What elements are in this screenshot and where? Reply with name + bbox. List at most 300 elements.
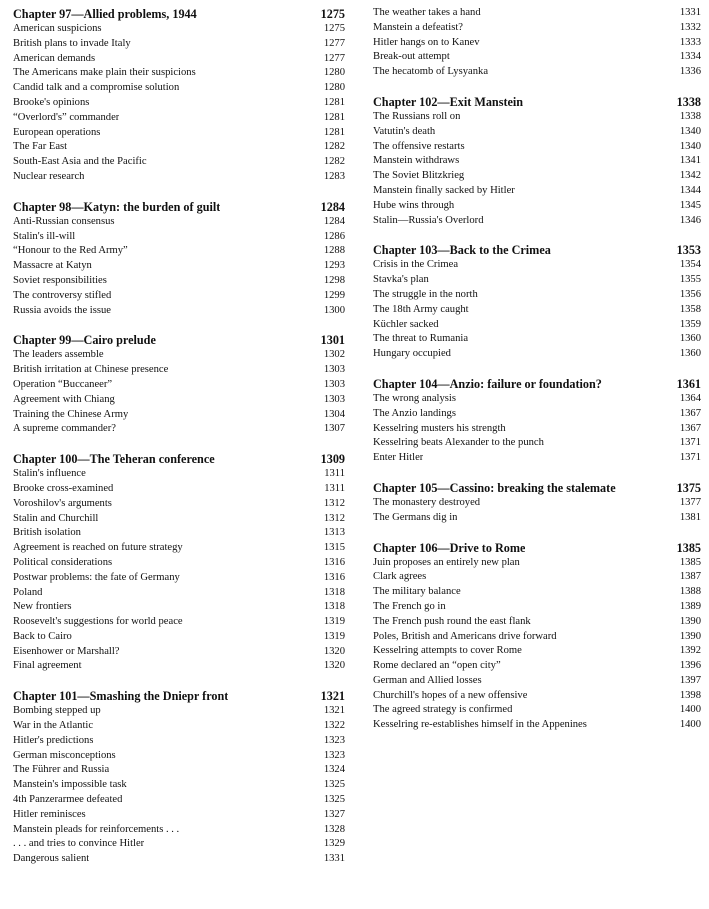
toc-entry: [373, 615, 701, 630]
entry-title: Kesselring musters his strength: [373, 422, 506, 434]
toc-entry: [13, 704, 345, 719]
entry-title: The wrong analysis: [373, 392, 456, 404]
entry-page: 1340: [679, 125, 701, 137]
toc-entry: [13, 630, 345, 645]
toc-entry: [373, 50, 701, 65]
entry-title: Agreement with Chiang: [13, 393, 115, 405]
entry-title: Küchler sacked: [373, 318, 439, 330]
toc-entry: [373, 110, 701, 125]
entry-page: 1336: [679, 66, 701, 78]
entry-page: 1396: [679, 660, 701, 672]
entry-page: 1298: [323, 274, 345, 286]
chapter-section: [373, 6, 701, 80]
toc-entry: [13, 482, 345, 497]
entry-page: 1313: [323, 527, 345, 539]
entry-title: Vatutin's death: [373, 125, 436, 137]
entry-page: 1303: [323, 378, 345, 390]
chapter-section: [13, 332, 345, 437]
entry-title: Stalin's influence: [13, 468, 86, 480]
entry-title: Final agreement: [13, 660, 82, 672]
toc-entry: [13, 408, 345, 423]
entry-title: Operation “Buccaneer”: [13, 378, 113, 390]
toc-entry: [373, 407, 701, 422]
entry-title: Dangerous salient: [13, 853, 90, 865]
toc-entry: [373, 184, 701, 199]
toc-entry: [373, 273, 701, 288]
toc-entry: [373, 511, 701, 526]
entry-page: 1280: [323, 67, 345, 79]
chapter-title: Chapter 100—The Teheran conference: [13, 452, 215, 467]
entry-page: 1277: [323, 52, 345, 64]
toc-entry: [13, 289, 345, 304]
entry-title: “Honour to the Red Army”: [13, 245, 128, 257]
entry-page: 1282: [323, 156, 345, 168]
toc-entry: [13, 244, 345, 259]
entry-page: 1312: [323, 512, 345, 524]
entry-page: 1318: [323, 586, 345, 598]
chapter-heading: [373, 480, 701, 496]
toc-entry: [13, 363, 345, 378]
toc-entry: [13, 170, 345, 185]
chapter-gap: [373, 466, 701, 480]
toc-entry: [373, 496, 701, 511]
entry-page: 1300: [323, 304, 345, 316]
entry-page: 1346: [679, 214, 701, 226]
entry-page: 1345: [679, 199, 701, 211]
toc-entry: [13, 467, 345, 482]
entry-title: The French go in: [373, 600, 446, 612]
entry-title: Hitler hangs on to Kanev: [373, 36, 480, 48]
chapter-gap: [13, 674, 345, 688]
entry-title: The leaders assemble: [13, 349, 104, 361]
entry-title: . . . and tries to convince Hitler: [13, 838, 145, 850]
entry-page: 1320: [323, 660, 345, 672]
toc-entry: [13, 22, 345, 37]
toc-entry: [373, 214, 701, 229]
entry-title: The French push round the east flank: [373, 615, 531, 627]
entry-title: Stavka's plan: [373, 274, 429, 286]
toc-entry: [13, 645, 345, 660]
entry-title: Poles, British and Americans drive forward: [373, 630, 557, 642]
entry-title: Manstein pleads for reinforcements . . .: [13, 823, 180, 835]
toc-entry: [13, 52, 345, 67]
toc-entry: [13, 126, 345, 141]
entry-page: 1316: [323, 556, 345, 568]
entry-title: Eisenhower or Marshall?: [13, 645, 120, 657]
entry-page: 1329: [323, 838, 345, 850]
entry-title: The monastery destroyed: [373, 496, 481, 508]
entry-title: Break-out attempt: [373, 51, 450, 63]
entry-title: Kesselring re-establishes himself in the Appenines: [373, 719, 587, 731]
entry-page: 1316: [323, 571, 345, 583]
toc-entry: [13, 586, 345, 601]
entry-page: 1367: [679, 422, 701, 434]
entry-page: 1342: [679, 170, 701, 182]
entry-title: The agreed strategy is confirmed: [373, 704, 513, 716]
entry-page: 1358: [679, 303, 701, 315]
chapter-section: [373, 94, 701, 228]
entry-page: 1319: [323, 616, 345, 628]
chapter-page: 1321: [320, 689, 345, 704]
entry-title: British isolation: [13, 527, 81, 539]
chapter-gap: [13, 437, 345, 451]
entry-title: Brooke cross-examined: [13, 482, 114, 494]
entry-title: Rome declared an “open city”: [373, 660, 501, 672]
toc-entry: [373, 659, 701, 674]
entry-page: 1390: [679, 630, 701, 642]
entry-page: 1392: [679, 645, 701, 657]
entry-page: 1303: [323, 393, 345, 405]
entry-page: 1397: [679, 674, 701, 686]
toc-entry: [13, 230, 345, 245]
entry-title: Manstein withdraws: [373, 155, 460, 167]
entry-page: 1331: [679, 7, 701, 18]
chapter-title: Chapter 105—Cassino: breaking the stalemate: [373, 480, 616, 495]
entry-page: 1331: [323, 853, 345, 865]
entry-page: 1344: [679, 184, 701, 196]
entry-title: The 18th Army caught: [373, 303, 469, 315]
chapter-section: [373, 540, 701, 734]
entry-title: Massacre at Katyn: [13, 260, 92, 272]
chapter-page: 1301: [320, 333, 345, 348]
chapter-section: [13, 199, 345, 319]
entry-title: The Germans dig in: [373, 511, 458, 523]
entry-title: Manstein's impossible task: [13, 779, 127, 791]
chapter-page: 1275: [320, 7, 345, 21]
entry-title: Brooke's opinions: [13, 96, 90, 108]
entry-title: British irritation at Chinese presence: [13, 364, 169, 376]
entry-page: 1385: [679, 556, 701, 568]
toc-entry: [373, 644, 701, 659]
entry-page: 1390: [679, 615, 701, 627]
toc-entry: [13, 793, 345, 808]
chapter-title: Chapter 106—Drive to Rome: [373, 540, 526, 555]
toc-entry: [13, 497, 345, 512]
toc-entry: [373, 556, 701, 571]
chapter-heading: [13, 451, 345, 467]
entry-page: 1334: [679, 51, 701, 63]
entry-page: 1367: [679, 407, 701, 419]
entry-title: Bombing stepped up: [13, 705, 101, 717]
chapter-section: [373, 376, 701, 466]
toc-entry: [13, 304, 345, 319]
chapter-section: [13, 688, 345, 867]
entry-title: Training the Chinese Army: [13, 408, 129, 420]
toc-entry: [13, 215, 345, 230]
entry-title: The Far East: [13, 141, 68, 153]
entry-page: 1356: [679, 288, 701, 300]
entry-title: Manstein a defeatist?: [373, 21, 464, 33]
entry-page: 1323: [323, 749, 345, 761]
chapter-gap: [13, 318, 345, 332]
toc-entry: [13, 541, 345, 556]
toc-entry: [373, 65, 701, 80]
entry-page: 1388: [679, 586, 701, 598]
entry-title: Back to Cairo: [13, 630, 72, 642]
entry-title: A supreme commander?: [13, 423, 116, 435]
chapter-page: 1353: [676, 243, 701, 258]
entry-title: Clark agrees: [373, 571, 427, 583]
toc-entry: [13, 823, 345, 838]
entry-title: The Americans make plain their suspicions: [13, 67, 196, 79]
toc-entry: [13, 571, 345, 586]
toc-entry: [373, 199, 701, 214]
chapter-heading: [373, 242, 701, 258]
toc-entry: [13, 96, 345, 111]
entry-page: 1398: [679, 689, 701, 701]
entry-page: 1302: [323, 349, 345, 361]
entry-title: New frontiers: [13, 601, 72, 613]
entry-title: The weather takes a hand: [373, 7, 481, 18]
chapter-title: Chapter 104—Anzio: failure or foundation?: [373, 376, 602, 391]
entry-page: 1299: [323, 289, 345, 301]
entry-title: Hitler reminisces: [13, 808, 86, 820]
chapter-section: [13, 6, 345, 185]
entry-page: 1360: [679, 348, 701, 360]
toc-entry: [13, 422, 345, 437]
entry-page: 1389: [679, 600, 701, 612]
entry-title: Hitler's predictions: [13, 734, 94, 746]
chapter-heading: [373, 376, 701, 392]
entry-page: 1341: [679, 155, 701, 167]
chapter-page: 1284: [320, 199, 345, 214]
entry-page: 1381: [679, 511, 701, 523]
entry-title: Stalin and Churchill: [13, 512, 99, 524]
chapter-section: [373, 242, 701, 362]
entry-page: 1371: [679, 452, 701, 464]
entry-title: South-East Asia and the Pacific: [13, 156, 147, 168]
chapter-title: Chapter 102—Exit Manstein: [373, 94, 524, 109]
toc-entry: [373, 451, 701, 466]
entry-page: 1280: [323, 82, 345, 94]
chapter-title: Chapter 101—Smashing the Dniepr front: [13, 689, 229, 704]
entry-page: 1400: [679, 704, 701, 716]
toc-entry: [373, 689, 701, 704]
entry-page: 1359: [679, 318, 701, 330]
toc-entry: [373, 332, 701, 347]
chapter-gap: [373, 526, 701, 540]
entry-title: British plans to invade Italy: [13, 37, 131, 49]
entry-title: The threat to Rumania: [373, 333, 469, 345]
entry-title: Kesselring beats Alexander to the punch: [373, 437, 544, 449]
entry-title: American suspicions: [13, 23, 102, 34]
entry-page: 1307: [323, 423, 345, 435]
chapter-gap: [13, 185, 345, 199]
toc-entry: [13, 600, 345, 615]
entry-title: The controversy stifled: [13, 289, 112, 301]
entry-title: European operations: [13, 126, 101, 138]
toc-entry: [13, 378, 345, 393]
toc-entry: [373, 303, 701, 318]
entry-title: Voroshilov's arguments: [13, 497, 112, 509]
chapter-page: 1361: [676, 376, 701, 391]
chapter-title: Chapter 98—Katyn: the burden of guilt: [13, 199, 221, 214]
entry-page: 1311: [324, 468, 345, 480]
toc-entry: [373, 392, 701, 407]
toc-entry: [13, 37, 345, 52]
toc-entry: [373, 436, 701, 451]
toc-entry: [13, 111, 345, 126]
chapter-heading: [373, 540, 701, 556]
entry-title: Hungary occupied: [373, 348, 451, 360]
toc-column-right: [373, 6, 701, 733]
toc-entry: [13, 526, 345, 541]
entry-title: Stalin's ill-will: [13, 230, 76, 242]
entry-page: 1283: [323, 170, 345, 182]
entry-title: Stalin—Russia's Overlord: [373, 214, 484, 226]
entry-page: 1354: [679, 259, 701, 271]
chapter-gap: [373, 362, 701, 376]
chapter-gap: [373, 80, 701, 94]
entry-title: Crisis in the Crimea: [373, 259, 459, 271]
entry-page: 1281: [323, 126, 345, 138]
entry-page: 1281: [323, 111, 345, 123]
toc-entry: [373, 703, 701, 718]
chapter-page: 1385: [676, 540, 701, 555]
entry-title: American demands: [13, 52, 96, 64]
entry-page: 1377: [679, 496, 701, 508]
entry-title: The military balance: [373, 586, 461, 598]
entry-page: 1325: [323, 779, 345, 791]
entry-title: The hecatomb of Lysyanka: [373, 66, 489, 78]
chapter-page: 1375: [676, 480, 701, 495]
entry-title: German and Allied losses: [373, 674, 482, 686]
entry-page: 1293: [323, 260, 345, 272]
entry-title: Postwar problems: the fate of Germany: [13, 571, 180, 583]
toc-entry: [373, 125, 701, 140]
entry-title: Anti-Russian consensus: [13, 215, 115, 227]
entry-title: Enter Hitler: [373, 452, 424, 464]
chapter-heading: [13, 688, 345, 704]
entry-title: German misconceptions: [13, 749, 116, 761]
toc-entry: [13, 556, 345, 571]
entry-page: 1324: [323, 764, 345, 776]
entry-page: 1340: [679, 140, 701, 152]
toc-entry: [13, 81, 345, 96]
entry-page: 1288: [323, 245, 345, 257]
entry-title: The Anzio landings: [373, 407, 456, 419]
entry-page: 1277: [323, 37, 345, 49]
entry-title: The Führer and Russia: [13, 764, 110, 776]
entry-page: 1321: [323, 705, 345, 717]
toc-entry: [373, 422, 701, 437]
chapter-heading: [13, 332, 345, 348]
entry-title: The Soviet Blitzkrieg: [373, 170, 465, 182]
chapter-title: Chapter 99—Cairo prelude: [13, 333, 156, 348]
entry-page: 1355: [679, 274, 701, 286]
toc-entry: [13, 719, 345, 734]
entry-page: 1282: [323, 141, 345, 153]
entry-title: “Overlord's” commander: [13, 111, 120, 123]
entry-title: Political considerations: [13, 556, 113, 568]
toc-entry: [373, 347, 701, 362]
chapter-heading: [13, 199, 345, 215]
entry-page: 1387: [679, 571, 701, 583]
chapter-section: [373, 480, 701, 526]
toc-entry: [373, 600, 701, 615]
entry-page: 1364: [679, 392, 701, 404]
entry-page: 1327: [323, 808, 345, 820]
entry-title: The offensive restarts: [373, 140, 465, 152]
entry-title: Hube wins through: [373, 199, 455, 211]
toc-entry: [13, 808, 345, 823]
entry-title: Russia avoids the issue: [13, 304, 111, 316]
entry-title: Manstein finally sacked by Hitler: [373, 184, 515, 196]
chapter-gap: [373, 228, 701, 242]
entry-page: 1323: [323, 734, 345, 746]
chapter-section: [13, 451, 345, 674]
toc-entry: [373, 169, 701, 184]
chapter-heading: [13, 6, 345, 22]
entry-page: 1303: [323, 364, 345, 376]
toc-entry: [373, 570, 701, 585]
toc-entry: [13, 259, 345, 274]
toc-entry: [13, 778, 345, 793]
entry-title: The Russians roll on: [373, 110, 461, 122]
entry-title: Kesselring attempts to cover Rome: [373, 645, 522, 657]
entry-title: Juin proposes an entirely new plan: [373, 556, 520, 568]
entry-title: Soviet responsibilities: [13, 274, 107, 286]
entry-title: Candid talk and a compromise solution: [13, 82, 180, 94]
toc-column-left: [13, 6, 345, 867]
entry-page: 1318: [323, 601, 345, 613]
entry-page: 1328: [323, 823, 345, 835]
toc-entry: [13, 140, 345, 155]
entry-page: 1325: [323, 794, 345, 806]
entry-title: Churchill's hopes of a new offensive: [373, 689, 528, 701]
entry-page: 1360: [679, 333, 701, 345]
toc-entry: [373, 630, 701, 645]
entry-page: 1400: [679, 719, 701, 731]
toc-entry: [13, 852, 345, 867]
entry-page: 1319: [323, 630, 345, 642]
toc-entry: [373, 718, 701, 733]
entry-page: 1281: [323, 96, 345, 108]
entry-title: Poland: [13, 586, 43, 598]
toc-entry: [373, 318, 701, 333]
toc-entry: [13, 393, 345, 408]
entry-page: 1304: [323, 408, 345, 420]
toc-entry: [373, 140, 701, 155]
toc-entry: [373, 258, 701, 273]
toc-entry: [373, 288, 701, 303]
entry-title: The struggle in the north: [373, 288, 478, 300]
toc-entry: [13, 763, 345, 778]
entry-title: Roosevelt's suggestions for world peace: [13, 616, 183, 628]
toc-entry: [373, 585, 701, 600]
entry-page: 1286: [323, 230, 345, 242]
entry-page: 1315: [323, 542, 345, 554]
toc-entry: [13, 348, 345, 363]
chapter-title: Chapter 97—Allied problems, 1944: [13, 7, 197, 21]
entry-page: 1333: [679, 36, 701, 48]
chapter-page: 1309: [320, 452, 345, 467]
entry-page: 1275: [323, 23, 345, 34]
toc-entry: [13, 749, 345, 764]
entry-page: 1332: [679, 21, 701, 33]
entry-page: 1338: [679, 110, 701, 122]
toc-entry: [13, 659, 345, 674]
entry-page: 1284: [323, 215, 345, 227]
entry-page: 1311: [324, 482, 345, 494]
entry-title: 4th Panzerarmee defeated: [13, 794, 123, 806]
toc-entry: [373, 36, 701, 51]
toc-entry: [13, 615, 345, 630]
entry-title: Nuclear research: [13, 170, 85, 182]
toc-entry: [373, 6, 701, 21]
toc-entry: [13, 155, 345, 170]
chapter-heading: [373, 94, 701, 110]
